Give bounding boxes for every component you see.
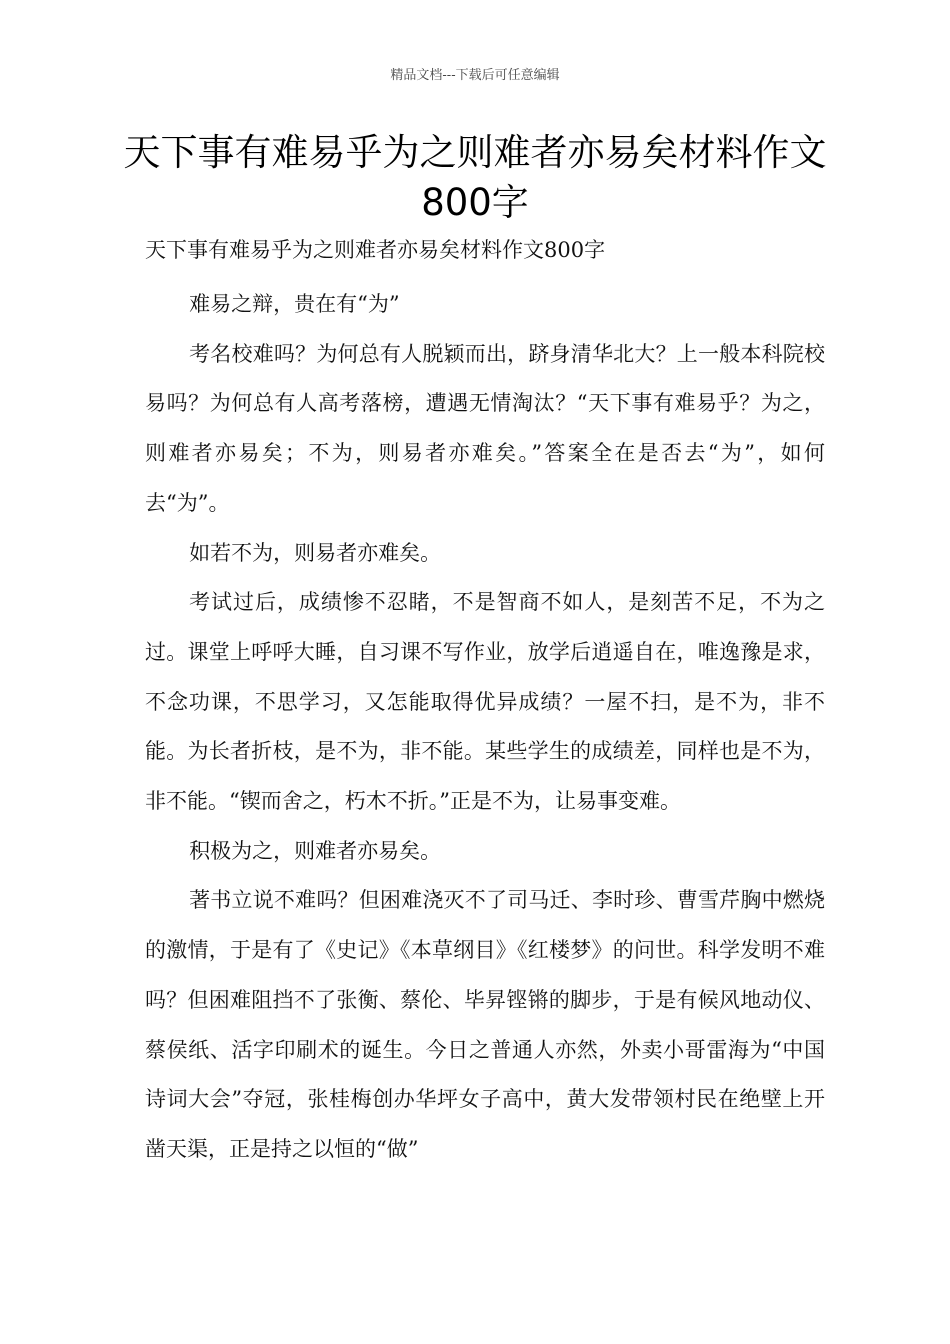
document-subtitle: 天下事有难易乎为之则难者亦易矣材料作文800字 <box>145 238 606 262</box>
paragraph: 考名校难吗？为何总有人脱颖而出，跻身清华北大？上一般本科院校易吗？为何总有人高考落榜，遭遇无情淘汰？“天下事有难易乎？为之，则难者亦易矣；不为，则易者亦难矣。”答案全在是否去“为”，如何去“为”。 <box>145 341 825 515</box>
document-body <box>145 280 825 1175</box>
paragraph: 著书立说不难吗？但困难浇灭不了司马迁、李时珍、曹雪芹胸中燃烧的激情，于是有了《史记》《本草纲目》《红楼梦》的问世。科学发明不难吗？但困难阻挡不了张衡、蔡伦、毕昇铿锵的脚步，于是有候风地动仪、蔡侯纸、活字印刷术的诞生。今日之普通人亦然，外卖小哥雷海为“中国诗词大会”夺冠，张桂梅创办华坪女子高中，黄大发带领村民在绝壁上开凿天渠，正是持之以恒的“做” <box>145 888 825 1161</box>
document-title: 天下事有难易乎为之则难者亦易矣材料作文800字 <box>123 131 827 224</box>
paragraph: 考试过后，成绩惨不忍睹，不是智商不如人，是刻苦不足，不为之过。课堂上呼呼大睡，自习课不写作业，放学后逍遥自在，唯逸豫是求，不念功课，不思学习，又怎能取得优异成绩？一屋不扫，是不为，非不能。为长者折枝，是不为，非不能。某些学生的成绩差，同样也是不为，非不能。“锲而舍之，朽木不折。”正是不为，让易事变难。 <box>145 590 825 814</box>
paragraph: 积极为之，则难者亦易矣。 <box>189 838 442 863</box>
header-note: 精品文档---下载后可任意编辑 <box>390 68 560 83</box>
paragraph: 如若不为，则易者亦难矣。 <box>189 540 442 565</box>
paragraph: 难易之辩，贵在有“为” <box>189 292 400 316</box>
